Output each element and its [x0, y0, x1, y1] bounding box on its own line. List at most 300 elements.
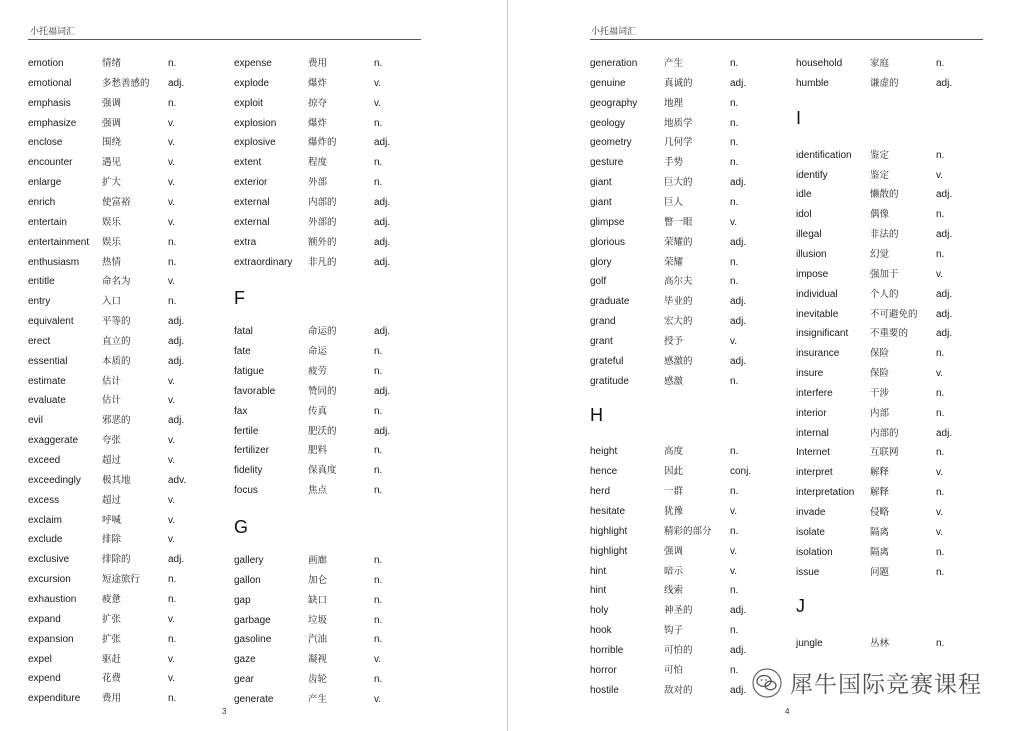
vocab-meaning: 肥料 — [308, 445, 328, 457]
vocab-word: exhaustion — [28, 593, 77, 605]
vocab-meaning: 焦点 — [308, 485, 328, 497]
vocab-pos: adj. — [374, 326, 391, 338]
vocab-pos: adj. — [730, 684, 747, 696]
vocab-pos: v. — [168, 435, 176, 447]
vocab-pos: v. — [168, 177, 176, 189]
vocab-meaning: 鉴定 — [870, 169, 890, 181]
vocab-meaning: 懒散的 — [870, 189, 899, 201]
vocab-pos: n. — [936, 638, 945, 650]
vocab-meaning: 可怕 — [664, 664, 684, 676]
vocab-pos: adj. — [374, 196, 391, 208]
vocab-pos: v. — [936, 268, 944, 280]
vocab-meaning: 高度 — [664, 446, 684, 458]
vocab-word: humble — [796, 77, 829, 89]
vocab-word: fatigue — [234, 366, 265, 378]
vocab-word: fertilizer — [234, 445, 270, 457]
vocab-pos: v. — [168, 216, 176, 228]
vocab-pos: n. — [730, 585, 739, 597]
vocab-word: essential — [28, 355, 68, 367]
vocab-pos: adj. — [374, 137, 391, 149]
vocab-pos: adj. — [168, 335, 185, 347]
vocab-meaning: 垃圾 — [308, 614, 328, 626]
vocab-meaning: 平等的 — [102, 316, 131, 328]
vocab-pos: adj. — [168, 554, 185, 566]
vocab-meaning: 费用 — [102, 693, 122, 705]
vocab-pos: n. — [730, 97, 739, 109]
vocab-pos: v. — [168, 653, 176, 665]
vocab-pos: v. — [168, 455, 176, 466]
vocab-word: extraordinary — [234, 256, 293, 268]
vocab-pos: v. — [168, 137, 176, 149]
vocab-meaning: 地理 — [664, 97, 684, 109]
vocab-meaning: 强加于 — [870, 268, 899, 280]
vocab-word: excess — [28, 494, 60, 506]
vocab-meaning: 多愁善感的 — [102, 77, 150, 89]
vocab-meaning: 极其地 — [102, 474, 131, 486]
vocab-pos: n. — [936, 348, 945, 360]
vocab-pos: adj. — [730, 77, 747, 89]
vocab-meaning: 产生 — [308, 693, 328, 705]
vocab-pos: n. — [168, 58, 177, 69]
vocab-word: enclose — [28, 137, 63, 149]
right-page — [508, 0, 1024, 731]
vocab-word: entertainment — [28, 236, 90, 248]
vocab-meaning: 暗示 — [664, 565, 684, 577]
vocab-meaning: 程度 — [308, 157, 328, 169]
vocab-word: excursion — [28, 574, 71, 586]
vocab-meaning: 命运 — [308, 346, 328, 358]
vocab-meaning: 解释 — [870, 467, 890, 479]
vocab-pos: adj. — [936, 308, 953, 320]
vocab-word: explosive — [234, 137, 276, 149]
vocab-word: internal — [796, 427, 829, 439]
vocab-pos: n. — [936, 566, 945, 578]
vocab-meaning: 保真度 — [308, 465, 337, 477]
vocab-meaning: 侵略 — [870, 507, 890, 518]
vocab-pos: n. — [730, 157, 739, 169]
vocab-pos: v. — [936, 526, 944, 538]
vocab-pos: adj. — [730, 355, 747, 367]
vocab-pos: n. — [374, 594, 383, 606]
vocab-pos: n. — [168, 236, 177, 248]
vocab-word: gratitude — [590, 375, 629, 387]
vocab-pos: n. — [730, 525, 739, 537]
vocab-pos: n. — [374, 117, 383, 129]
vocab-pos: n. — [374, 366, 383, 378]
vocab-pos: n. — [374, 555, 383, 566]
vocab-meaning: 干涉 — [870, 387, 890, 399]
vocab-meaning: 热情 — [102, 256, 122, 268]
vocab-meaning: 传真 — [308, 405, 328, 417]
vocab-pos: n. — [936, 209, 945, 221]
vocab-pos: adj. — [374, 385, 391, 397]
vocab-meaning: 排除 — [102, 534, 122, 546]
vocab-pos: n. — [374, 634, 383, 646]
vocab-word: external — [234, 196, 270, 208]
vocab-pos: adj. — [936, 288, 953, 300]
vocab-word: insurance — [796, 348, 840, 360]
section-letter: G — [234, 517, 249, 537]
vocab-meaning: 短途旅行 — [102, 574, 141, 586]
vocab-word: grant — [590, 335, 613, 347]
vocab-pos: v. — [168, 117, 176, 129]
vocab-word: emotional — [28, 77, 72, 89]
vocab-meaning: 扩大 — [102, 177, 122, 189]
vocab-pos: n. — [168, 296, 177, 308]
vocab-meaning: 呼喊 — [102, 514, 122, 526]
vocab-pos: n. — [936, 407, 945, 419]
vocab-word: hostile — [590, 684, 619, 696]
vocab-meaning: 幻觉 — [870, 248, 890, 260]
vocab-meaning: 超过 — [102, 455, 122, 466]
vocab-word: equivalent — [28, 316, 74, 328]
vocab-meaning: 赞同的 — [308, 385, 337, 397]
vocab-word: focus — [234, 485, 258, 497]
vocab-pos: n. — [936, 58, 945, 69]
vocab-word: gaze — [234, 654, 256, 666]
header-rule — [28, 39, 421, 40]
vocab-meaning: 产生 — [664, 58, 684, 69]
vocab-meaning: 鉴定 — [870, 149, 890, 161]
vocab-word: individual — [796, 288, 838, 300]
vocab-meaning: 感激 — [664, 375, 684, 387]
vocab-word: exceed — [28, 455, 61, 466]
vocab-word: extra — [234, 236, 257, 248]
vocab-pos: adj. — [168, 316, 185, 328]
vocab-pos: n. — [936, 248, 945, 260]
vocab-pos: adj. — [730, 316, 747, 328]
vocab-meaning: 钩子 — [664, 625, 684, 637]
vocab-pos: adj. — [168, 355, 185, 367]
vocab-word: illusion — [796, 248, 827, 260]
vocab-meaning: 使富裕 — [102, 196, 131, 208]
vocab-word: entertain — [28, 216, 67, 228]
vocab-word: horror — [590, 664, 617, 676]
vocab-word: issue — [796, 566, 820, 578]
vocab-pos: v. — [936, 169, 944, 181]
header-rule — [590, 39, 983, 40]
vocab-meaning: 荣耀 — [664, 256, 684, 268]
vocab-meaning: 不重要的 — [870, 328, 909, 340]
vocab-word: grand — [590, 316, 616, 328]
vocab-meaning: 夸张 — [102, 435, 122, 447]
vocab-meaning: 爆炸 — [308, 117, 328, 129]
vocab-word: hence — [590, 466, 618, 478]
vocab-word: highlight — [590, 545, 628, 557]
vocab-meaning: 一群 — [664, 486, 684, 498]
vocab-meaning: 驱赶 — [102, 653, 122, 665]
page-number: 3 — [222, 707, 227, 716]
vocab-word: geometry — [590, 137, 632, 149]
vocab-meaning: 问题 — [870, 566, 890, 578]
vocab-meaning: 情绪 — [102, 58, 122, 69]
vocab-word: enlarge — [28, 177, 62, 189]
vocab-meaning: 内部的 — [308, 196, 337, 208]
vocab-word: horrible — [590, 644, 624, 656]
vocab-pos: v. — [168, 395, 176, 407]
vocab-pos: adj. — [168, 77, 185, 89]
vocab-meaning: 个人的 — [870, 288, 899, 300]
vocab-meaning: 犹豫 — [664, 506, 684, 517]
vocab-word: enthusiasm — [28, 256, 80, 268]
vocab-pos: v. — [168, 494, 176, 506]
vocab-meaning: 真诚的 — [664, 77, 693, 89]
vocab-word: exaggerate — [28, 435, 79, 447]
vocab-word: illegal — [796, 229, 822, 241]
vocab-word: external — [234, 216, 270, 228]
vocab-pos: n. — [374, 405, 383, 417]
vocab-pos: v. — [730, 506, 738, 517]
vocab-word: golf — [590, 276, 607, 288]
vocab-meaning: 估计 — [102, 395, 122, 407]
vocab-pos: v. — [730, 335, 738, 347]
vocab-word: fidelity — [234, 465, 263, 477]
vocab-meaning: 费用 — [308, 58, 328, 69]
vocab-pos: adj. — [374, 236, 391, 248]
vocab-word: evaluate — [28, 395, 66, 407]
vocab-word: fertile — [234, 425, 259, 437]
vocab-pos: adj. — [730, 236, 747, 248]
vocab-word: fatal — [234, 326, 253, 338]
vocab-pos: n. — [730, 137, 739, 149]
vocab-pos: adj. — [374, 425, 391, 437]
vocab-pos: n. — [168, 693, 177, 705]
vocab-meaning: 超过 — [102, 494, 122, 506]
vocab-word: isolate — [796, 526, 825, 538]
vocab-pos: adj. — [730, 644, 747, 656]
vocab-meaning: 因此 — [664, 466, 684, 478]
vocab-meaning: 扩张 — [102, 633, 122, 645]
vocab-meaning: 偶像 — [870, 209, 890, 221]
vocab-meaning: 非凡的 — [308, 256, 337, 268]
vocab-word: evil — [28, 415, 44, 427]
vocab-word: extent — [234, 157, 262, 169]
vocab-meaning: 丛林 — [870, 638, 890, 650]
vocab-meaning: 谦虚的 — [870, 77, 899, 89]
vocab-pos: n. — [374, 177, 383, 189]
vocab-word: expel — [28, 653, 52, 665]
vocab-word: entry — [28, 296, 51, 308]
vocab-pos: n. — [936, 487, 945, 499]
vocab-pos: n. — [730, 256, 739, 268]
vocab-pos: n. — [936, 447, 945, 459]
vocab-pos: v. — [936, 507, 944, 518]
vocab-pos: v. — [168, 514, 176, 526]
vocab-meaning: 强调 — [102, 117, 122, 129]
vocab-meaning: 宏大的 — [664, 316, 693, 328]
vocab-pos: v. — [936, 467, 944, 479]
page-header-title: 小托福词汇 — [30, 27, 76, 37]
vocab-word: giant — [590, 196, 612, 208]
vocab-pos: adj. — [936, 77, 953, 89]
vocab-pos: n. — [374, 614, 383, 626]
vocab-meaning: 瞥一眼 — [664, 216, 693, 228]
vocab-word: glory — [590, 256, 612, 268]
vocab-meaning: 画廊 — [308, 555, 328, 566]
vocab-meaning: 不可避免的 — [870, 308, 918, 320]
vocab-meaning: 直立的 — [102, 335, 131, 347]
vocab-word: grateful — [590, 355, 624, 367]
vocab-pos: n. — [730, 117, 739, 129]
vocab-word: exclaim — [28, 514, 62, 526]
vocab-word: enrich — [28, 196, 56, 208]
vocab-word: identification — [796, 149, 852, 161]
vocab-pos: n. — [374, 485, 383, 497]
vocab-pos: n. — [374, 157, 383, 169]
vocab-pos: n. — [374, 465, 383, 477]
vocab-meaning: 非法的 — [870, 229, 899, 241]
vocab-word: geology — [590, 117, 626, 129]
vocab-meaning: 保险 — [870, 348, 890, 360]
vocab-word: exceedingly — [28, 474, 81, 486]
vocab-pos: v. — [730, 565, 738, 577]
vocab-word: gesture — [590, 157, 624, 169]
vocab-pos: n. — [730, 276, 739, 288]
vocab-pos: v. — [168, 534, 176, 546]
vocab-pos: n. — [936, 149, 945, 161]
vocab-word: hint — [590, 585, 607, 597]
vocab-pos: n. — [730, 664, 739, 676]
vocab-meaning: 齿轮 — [308, 674, 328, 686]
vocab-meaning: 娱乐 — [102, 236, 122, 248]
vocab-meaning: 线索 — [664, 585, 684, 597]
vocab-meaning: 加仑 — [308, 574, 328, 586]
vocab-word: impose — [796, 268, 829, 280]
vocab-word: hook — [590, 625, 612, 637]
vocab-word: erect — [28, 335, 51, 347]
page-header-title: 小托福词汇 — [591, 27, 637, 37]
vocab-pos: n. — [730, 196, 739, 208]
vocab-pos: v. — [168, 157, 176, 169]
vocab-pos: adj. — [730, 177, 747, 189]
vocab-word: herd — [590, 486, 611, 498]
vocab-word: generate — [234, 693, 274, 705]
vocab-meaning: 外部 — [308, 177, 328, 189]
vocab-pos: adj. — [936, 189, 953, 201]
vocab-pos: v. — [374, 97, 382, 109]
vocab-pos: adj. — [374, 256, 391, 268]
vocab-word: identify — [796, 169, 828, 181]
vocab-word: exclusive — [28, 554, 70, 566]
vocab-word: gasoline — [234, 634, 272, 646]
page-number: 4 — [785, 707, 790, 716]
vocab-meaning: 外部的 — [308, 216, 337, 228]
vocab-pos: v. — [168, 196, 176, 208]
vocab-meaning: 互联网 — [870, 447, 899, 459]
vocab-word: exclude — [28, 534, 63, 546]
vocab-meaning: 保险 — [870, 368, 890, 380]
vocab-word: household — [796, 58, 843, 69]
vocab-pos: n. — [374, 574, 383, 586]
vocab-pos: v. — [730, 545, 738, 557]
vocab-word: gallery — [234, 555, 264, 566]
vocab-meaning: 命运的 — [308, 326, 337, 338]
vocab-pos: n. — [168, 256, 177, 268]
vocab-pos: n. — [168, 593, 177, 605]
vocab-meaning: 授予 — [664, 335, 684, 347]
vocab-word: idle — [796, 189, 812, 201]
vocab-word: expend — [28, 673, 61, 685]
vocab-meaning: 围绕 — [102, 137, 122, 149]
vocab-word: glorious — [590, 236, 626, 248]
vocab-meaning: 敌对的 — [664, 684, 693, 696]
vocab-meaning: 排除的 — [102, 554, 131, 566]
vocab-meaning: 强调 — [664, 545, 684, 557]
vocab-pos: v. — [936, 368, 944, 380]
vocab-word: height — [590, 446, 618, 458]
watermark — [752, 666, 982, 699]
vocab-pos: n. — [374, 445, 383, 457]
vocab-word: glimpse — [590, 216, 625, 228]
vocab-meaning: 疲惫 — [102, 593, 122, 605]
vocab-meaning: 荣耀的 — [664, 236, 693, 248]
vocab-pos: v. — [374, 693, 382, 705]
vocab-meaning: 高尔夫 — [664, 276, 693, 288]
vocab-meaning: 手势 — [664, 157, 684, 169]
vocab-pos: v. — [374, 77, 382, 89]
vocab-meaning: 隔离 — [870, 546, 890, 558]
vocab-meaning: 巨大的 — [664, 177, 693, 189]
vocab-word: interfere — [796, 387, 833, 399]
vocab-pos: v. — [168, 673, 176, 685]
vocab-word: idol — [796, 209, 812, 221]
vocab-word: insure — [796, 368, 824, 380]
vocab-word: expenditure — [28, 693, 81, 705]
vocab-meaning: 爆炸的 — [308, 137, 337, 149]
vocab-meaning: 邪恶的 — [102, 415, 131, 427]
vocab-word: exploit — [234, 97, 263, 109]
vocab-word: expense — [234, 58, 272, 69]
vocab-pos: adj. — [730, 296, 747, 308]
vocab-meaning: 汽油 — [308, 634, 328, 646]
left-page — [0, 0, 507, 731]
vocab-word: emphasize — [28, 117, 77, 129]
vocab-word: Internet — [796, 447, 830, 459]
vocab-word: estimate — [28, 375, 66, 387]
vocab-word: graduate — [590, 296, 630, 308]
vocab-word: insignificant — [796, 328, 849, 340]
section-letter: F — [234, 288, 245, 309]
wechat-icon — [752, 668, 782, 698]
vocab-meaning: 掠夺 — [308, 97, 328, 109]
vocab-pos: adv. — [168, 474, 187, 486]
section-letter: J — [796, 596, 805, 617]
vocab-meaning: 肥沃的 — [308, 425, 337, 437]
vocab-word: invade — [796, 507, 826, 518]
vocab-word: explosion — [234, 117, 277, 129]
watermark-text: 犀牛国际竞赛课程 — [790, 672, 982, 698]
vocab-pos: v. — [168, 276, 176, 288]
vocab-pos: n. — [374, 58, 383, 69]
vocab-word: interpretation — [796, 487, 855, 499]
vocab-pos: n. — [168, 574, 177, 586]
vocab-meaning: 额外的 — [308, 236, 337, 248]
vocab-pos: n. — [168, 633, 177, 645]
vocab-word: fate — [234, 346, 251, 358]
vocab-word: holy — [590, 605, 609, 617]
vocab-meaning: 命名为 — [102, 276, 131, 288]
vocab-word: genuine — [590, 77, 626, 89]
vocab-word: garbage — [234, 614, 271, 626]
vocab-pos: n. — [730, 446, 739, 458]
vocab-word: gear — [234, 674, 255, 686]
vocab-meaning: 隔离 — [870, 526, 890, 538]
vocab-meaning: 家庭 — [870, 58, 890, 69]
vocab-pos: n. — [936, 546, 945, 558]
vocab-pos: n. — [936, 387, 945, 399]
vocab-meaning: 本质的 — [102, 355, 131, 367]
vocab-meaning: 花费 — [102, 673, 122, 685]
